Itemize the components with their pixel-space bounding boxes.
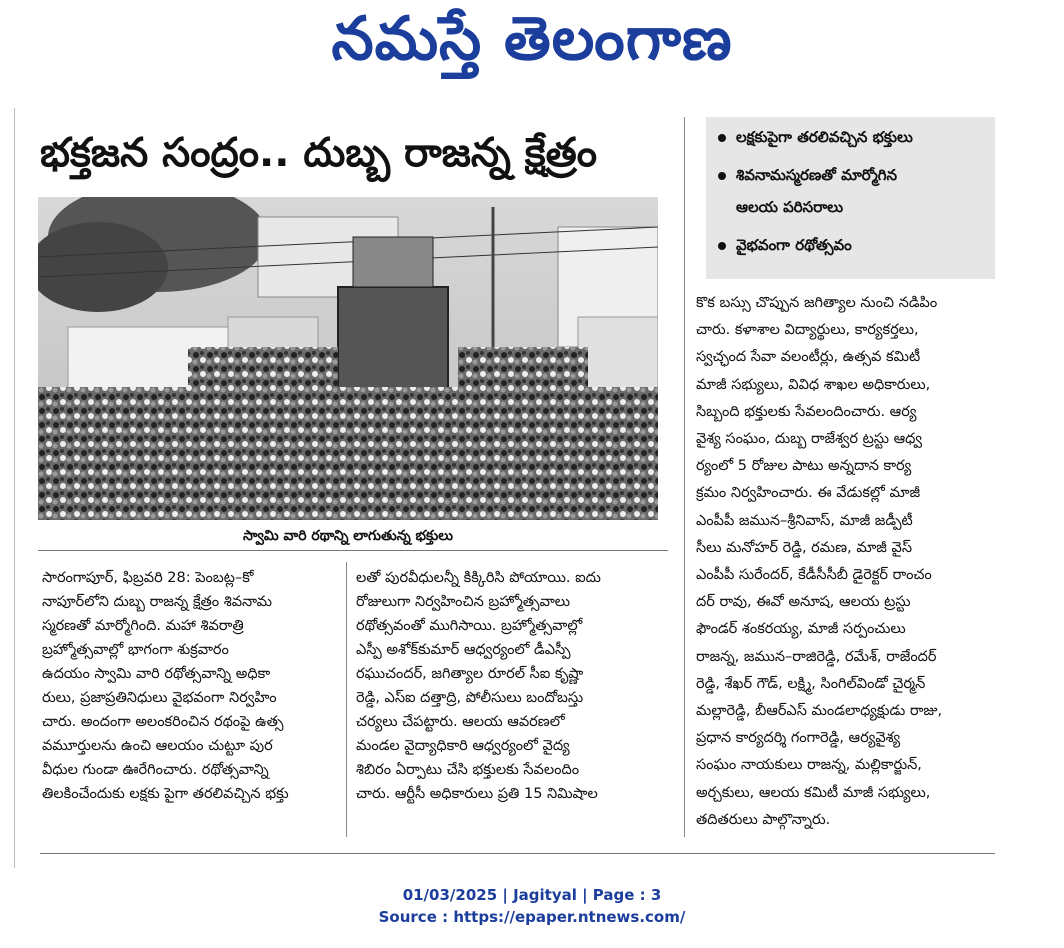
highlights-box [706,117,995,279]
caption-rule [38,550,668,551]
footer-date-line: 01/03/2025 | Jagityal | Page : 3 [402,886,662,904]
bullet-icon [718,242,726,250]
bullet-icon [718,134,726,142]
highlight-item: వైభవంగా రథోత్సవం [718,233,852,257]
article-headline: భక్తజన సంద్రం.. దుబ్బ రాజన్న క్షేత్రం [40,130,598,176]
highlight-item: లక్షకుపైగా తరలివచ్చిన భక్తులు [718,125,913,149]
highlight-item: శివనామస్మరణతో మార్మోగిన [718,163,897,187]
photo-caption: స్వామి వారి రథాన్ని లాగుతున్న భక్తులు [243,528,453,544]
article-column-3: కొక బస్సు చొప్పున జగిత్యాల నుంచి నడిపిం చారు. కళాశాల విద్యార్థులు, కార్యకర్తలు, స్వచ్ఛంద సేవా వలంటీర్లు, ఉత్సవ కమిటీ మాజీ సభ్యులు, వివిధ శాఖల అధికారులు, సిబ్బంది భక్తులకు సేవలందించారు. ఆర్య వైశ్య సంఘం, దుబ్బ రాజేశ్వర ట్రస్టు ఆధ్వ ర్యంలో 5 రోజుల పాటు అన్నదాన కార్య క్రమం నిర్వహించారు. ఈ వేడుకల్లో మాజీ ఎంపీపీ జమున–శ్రీనివాస్, మాజీ జడ్పీటీ సీలు మనోహర్ రెడ్డి, రమణ, మాజీ వైస్ ఎంపీపీ సురేందర్, కేడీసీసీబీ డైరెక్టర్ రాంచం దర్ రావు, ఈవో అనూష, ఆలయ ట్రస్టు ఫౌండర్ శంకరయ్య, మాజీ సర్పంచులు రాజన్న, జమున–రాజిరెడ్డి, రమేశ్, రాజేందర్ రెడ్డి, శేఖర్ గౌడ్, లక్ష్మి, సింగిల్‌విండో చైర్మన్ మల్లారెడ్డి, బీఆర్ఎస్ మండలాధ్యక్షుడు రాజు, ప్రధాన కార్యదర్శి గంగారెడ్డి, ఆర్యవైశ్య సంఘం నాయకులు రాజన్న, మల్లికార్జున్, అర్చకులు, ఆలయ కమిటీ మాజీ సభ్యులు, తదితరులు పాల్గొన్నారు. [696,295,943,828]
article-column-1: సారంగాపూర్, ఫిబ్రవరి 28: పెంబట్ల–కో నాపూర్‌లోని దుబ్బ రాజన్న క్షేత్రం శివనామ స్మరణతో మార్మోగింది. మహా శివరాత్రి బ్రహ్మోత్సవాల్లో భాగంగా శుక్రవారం ఉదయం స్వామి వారి రథోత్సవాన్ని అధికా రులు, ప్రజాప్రతినిధులు వైభవంగా నిర్వహిం చారు. అందంగా అలంకరించిన రథంపై ఉత్స వమూర్తులను ఉంచి ఆలయం చుట్టూ పుర వీధుల గుండా ఊరేగించారు. రథోత్సవాన్ని తిలకించేందుకు లక్షకు పైగా తరలివచ్చిన భక్తు [42,570,289,802]
newspaper-logo: నమస్తే తెలంగాణ [331,4,733,74]
highlight-item-continued: ఆలయ పరిసరాలు [736,198,844,216]
article-photo [38,197,658,520]
column-divider [684,117,685,837]
masthead [0,0,1064,90]
footer-source-link[interactable]: Source : https://epaper.ntnews.com/ [378,908,686,926]
left-margin-rule [14,108,15,868]
bullet-icon [718,172,726,180]
column-divider [346,562,347,837]
bottom-rule [40,853,995,854]
article-column-2: లతో పురవీధులన్నీ కిక్కిరిసి పోయాయి. ఐదు రోజులుగా నిర్వహించిన బ్రహ్మోత్సవాలు రథోత్సవంతో ముగిసాయి. బ్రహ్మోత్సవాల్లో ఎస్పీ అశోక్‌కుమార్ ఆధ్వర్యంలో డీఎస్పీ రఘుచందర్, జగిత్యాల రూరల్ సీఐ కృష్ణా రెడ్డి, ఎస్ఐ దత్తాద్రి, పోలీసులు బందోబస్తు చర్యలు చేపట్టారు. ఆలయ ఆవరణలో మండల వైద్యాధికారి ఆధ్వర్యంలో వైద్య శిబిరం ఏర్పాటు చేసి భక్తులకు సేవలందిం చారు. ఆర్టీసీ అధికారులు ప్రతి 15 నిమిషాల [356,570,601,802]
